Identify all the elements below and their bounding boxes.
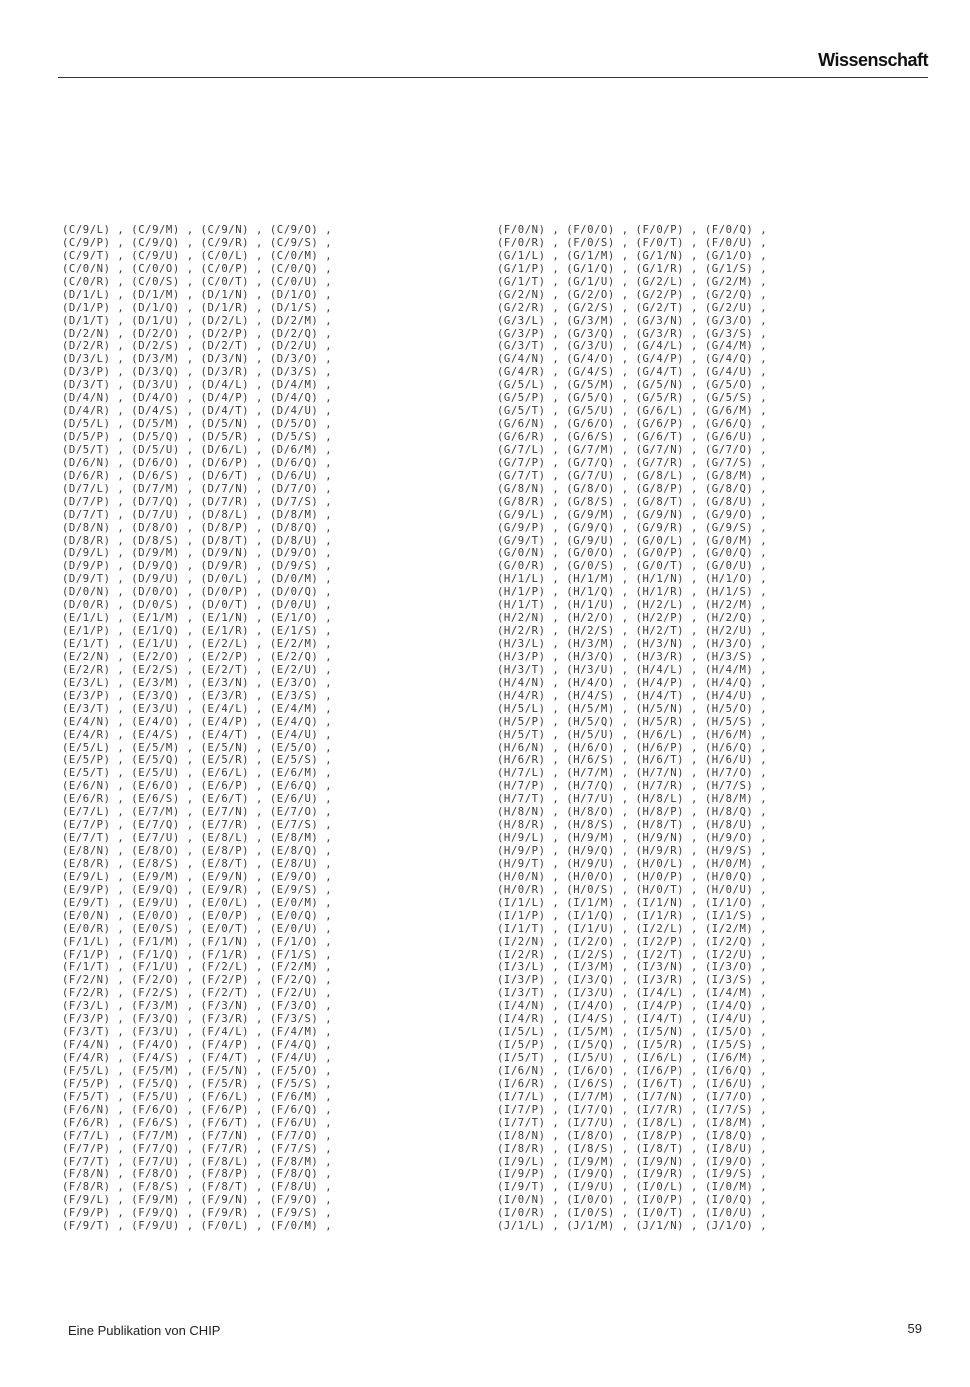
listing-line: (E/3/L) , (E/3/M) , (E/3/N) , (E/3/O) ,: [62, 676, 333, 689]
listing-line: (I/7/L) , (I/7/M) , (I/7/N) , (I/7/O) ,: [497, 1090, 768, 1103]
listing-line: (H/0/R) , (H/0/S) , (H/0/T) , (H/0/U) ,: [497, 883, 768, 896]
listing-line: (E/9/L) , (E/9/M) , (E/9/N) , (E/9/O) ,: [62, 870, 333, 883]
listing-line: (I/5/T) , (I/5/U) , (I/6/L) , (I/6/M) ,: [497, 1052, 768, 1064]
listing-line: (D/3/T) , (D/3/U) , (D/4/L) , (D/4/M) ,: [62, 379, 333, 392]
listing-line: (F/3/L) , (F/3/M) , (F/3/N) , (F/3/O) ,: [62, 1000, 333, 1013]
listing-line: (I/2/R) , (I/2/S) , (I/2/T) , (I/2/U) ,: [497, 948, 768, 961]
listing-line: (G/1/T) , (G/1/U) , (G/2/L) , (G/2/M) ,: [497, 275, 768, 288]
listing-line: (F/6/N) , (F/6/O) , (F/6/P) , (F/6/Q) ,: [62, 1103, 333, 1116]
listing-line: (D/7/L) , (D/7/M) , (D/7/N) , (D/7/O) ,: [62, 482, 333, 495]
listing-line: (J/1/L) , (J/1/M) , (J/1/N) , (J/1/O) ,: [497, 1220, 768, 1233]
listing-line: (G/8/R) , (G/8/S) , (G/8/T) , (G/8/U) ,: [497, 495, 768, 508]
listing-line: (E/9/P) , (E/9/Q) , (E/9/R) , (E/9/S) ,: [62, 883, 333, 896]
listing-line: (H/1/L) , (H/1/M) , (H/1/N) , (H/1/O) ,: [497, 573, 768, 586]
listing-line: (H/8/N) , (H/8/O) , (H/8/P) , (H/8/Q) ,: [497, 806, 768, 819]
listing-line: (G/0/N) , (G/0/O) , (G/0/P) , (G/0/Q) ,: [497, 547, 768, 560]
footer-publisher: Eine Publikation von CHIP: [68, 1323, 221, 1338]
listing-line: (I/9/P) , (I/9/Q) , (I/9/R) , (I/9/S) ,: [497, 1168, 768, 1181]
listing-line: (E/2/N) , (E/2/O) , (E/2/P) , (E/2/Q) ,: [62, 650, 333, 663]
listing-line: (D/1/T) , (D/1/U) , (D/2/L) , (D/2/M) ,: [62, 314, 333, 327]
listing-line: (I/8/N) , (I/8/O) , (I/8/P) , (I/8/Q) ,: [497, 1129, 768, 1142]
listing-line: (H/6/R) , (H/6/S) , (H/6/T) , (H/6/U) ,: [497, 754, 768, 767]
listing-line: (H/4/R) , (H/4/S) , (H/4/T) , (H/4/U) ,: [497, 689, 768, 702]
section-title: Wissenschaft: [818, 50, 928, 70]
listing-line: (F/7/T) , (F/7/U) , (F/8/L) , (F/8/M) ,: [62, 1155, 333, 1168]
listing-line: (I/3/L) , (I/3/M) , (I/3/N) , (I/3/O) ,: [497, 961, 768, 974]
listing-line: (I/5/P) , (I/5/Q) , (I/5/R) , (I/5/S) ,: [497, 1039, 768, 1052]
listing-line: (F/3/T) , (F/3/U) , (F/4/L) , (F/4/M) ,: [62, 1026, 333, 1039]
listing-line: (F/2/R) , (F/2/S) , (F/2/T) , (F/2/U) ,: [62, 987, 333, 1000]
listing-line: (H/0/N) , (H/0/O) , (H/0/P) , (H/0/Q) ,: [497, 870, 768, 883]
listing-line: (G/7/T) , (G/7/U) , (G/8/L) , (G/8/M) ,: [497, 469, 768, 482]
listing-line: (D/9/L) , (D/9/M) , (D/9/N) , (D/9/O) ,: [62, 547, 333, 560]
listing-line: (H/5/L) , (H/5/M) , (H/5/N) , (H/5/O) ,: [497, 702, 768, 715]
listing-line: (I/9/T) , (I/9/U) , (I/0/L) , (I/0/M) ,: [497, 1181, 768, 1194]
listing-line: (G/6/R) , (G/6/S) , (G/6/T) , (G/6/U) ,: [497, 431, 768, 443]
listing-line: (F/2/N) , (F/2/O) , (F/2/P) , (F/2/Q) ,: [62, 974, 333, 987]
listing-line: (C/9/P) , (C/9/Q) , (C/9/R) , (C/9/S) ,: [62, 236, 333, 249]
listing-column-left: [62, 224, 332, 1233]
listing-line: (I/5/L) , (I/5/M) , (I/5/N) , (I/5/O) ,: [497, 1026, 768, 1039]
listing-line: (F/4/R) , (F/4/S) , (F/4/T) , (F/4/U) ,: [62, 1052, 333, 1064]
listing-line: (G/7/L) , (G/7/M) , (G/7/N) , (G/7/O) ,: [497, 443, 768, 456]
listing-line: (E/0/N) , (E/0/O) , (E/0/P) , (E/0/Q) ,: [62, 909, 333, 922]
listing-line: (E/1/T) , (E/1/U) , (E/2/L) , (E/2/M) ,: [62, 638, 333, 650]
listing-line: (G/3/T) , (G/3/U) , (G/4/L) , (G/4/M) ,: [497, 340, 768, 353]
listing-column-right: [497, 224, 767, 1233]
listing-line: (I/0/R) , (I/0/S) , (I/0/T) , (I/0/U) ,: [497, 1207, 768, 1220]
listing-line: (C/9/T) , (C/9/U) , (C/0/L) , (C/0/M) ,: [62, 249, 333, 262]
listing-line: (C/9/L) , (C/9/M) , (C/9/N) , (C/9/O) ,: [62, 224, 333, 236]
listing-line: (E/5/P) , (E/5/Q) , (E/5/R) , (E/5/S) ,: [62, 754, 333, 767]
listing-line: (E/5/T) , (E/5/U) , (E/6/L) , (E/6/M) ,: [62, 767, 333, 780]
listing-line: (C/0/N) , (C/0/O) , (C/0/P) , (C/0/Q) ,: [62, 262, 333, 275]
listing-line: (D/8/N) , (D/8/O) , (D/8/P) , (D/8/Q) ,: [62, 521, 333, 534]
listing-line: (F/8/R) , (F/8/S) , (F/8/T) , (F/8/U) ,: [62, 1181, 333, 1194]
listing-line: (I/1/P) , (I/1/Q) , (I/1/R) , (I/1/S) ,: [497, 909, 768, 922]
listing-line: (F/8/N) , (F/8/O) , (F/8/P) , (F/8/Q) ,: [62, 1168, 333, 1181]
listing-line: (D/9/T) , (D/9/U) , (D/0/L) , (D/0/M) ,: [62, 573, 333, 586]
listing-line: (H/1/T) , (H/1/U) , (H/2/L) , (H/2/M) ,: [497, 599, 768, 612]
listing-line: (I/8/R) , (I/8/S) , (I/8/T) , (I/8/U) ,: [497, 1142, 768, 1155]
listing-line: (H/7/P) , (H/7/Q) , (H/7/R) , (H/7/S) ,: [497, 780, 768, 793]
listing-line: (I/6/R) , (I/6/S) , (I/6/T) , (I/6/U) ,: [497, 1077, 768, 1090]
listing-line: (H/3/T) , (H/3/U) , (H/4/L) , (H/4/M) ,: [497, 663, 768, 676]
listing-line: (D/5/T) , (D/5/U) , (D/6/L) , (D/6/M) ,: [62, 443, 333, 456]
listing-line: (E/0/R) , (E/0/S) , (E/0/T) , (E/0/U) ,: [62, 922, 333, 935]
listing-line: (F/5/L) , (F/5/M) , (F/5/N) , (F/5/O) ,: [62, 1064, 333, 1077]
listing-line: (H/1/P) , (H/1/Q) , (H/1/R) , (H/1/S) ,: [497, 586, 768, 599]
listing-line: (G/9/L) , (G/9/M) , (G/9/N) , (G/9/O) ,: [497, 508, 768, 521]
listing-line: (E/3/P) , (E/3/Q) , (E/3/R) , (E/3/S) ,: [62, 689, 333, 702]
listing-line: (G/9/T) , (G/9/U) , (G/0/L) , (G/0/M) ,: [497, 534, 768, 547]
listing-line: (H/3/L) , (H/3/M) , (H/3/N) , (H/3/O) ,: [497, 638, 768, 650]
listing-line: (D/0/N) , (D/0/O) , (D/0/P) , (D/0/Q) ,: [62, 586, 333, 599]
listing-line: (F/7/L) , (F/7/M) , (F/7/N) , (F/7/O) ,: [62, 1129, 333, 1142]
listing-line: (I/1/T) , (I/1/U) , (I/2/L) , (I/2/M) ,: [497, 922, 768, 935]
listing-line: (E/2/R) , (E/2/S) , (E/2/T) , (E/2/U) ,: [62, 663, 333, 676]
listing-line: (E/4/R) , (E/4/S) , (E/4/T) , (E/4/U) ,: [62, 728, 333, 741]
listing-line: (H/7/T) , (H/7/U) , (H/8/L) , (H/8/M) ,: [497, 793, 768, 806]
listing-line: (E/5/L) , (E/5/M) , (E/5/N) , (E/5/O) ,: [62, 741, 333, 754]
listing-line: (I/9/L) , (I/9/M) , (I/9/N) , (I/9/O) ,: [497, 1155, 768, 1168]
listing-line: (F/7/P) , (F/7/Q) , (F/7/R) , (F/7/S) ,: [62, 1142, 333, 1155]
listing-line: (E/9/T) , (E/9/U) , (E/0/L) , (E/0/M) ,: [62, 896, 333, 909]
listing-line: (I/4/N) , (I/4/O) , (I/4/P) , (I/4/Q) ,: [497, 1000, 768, 1013]
listing-line: (F/9/L) , (F/9/M) , (F/9/N) , (F/9/O) ,: [62, 1194, 333, 1207]
listing-line: (H/8/R) , (H/8/S) , (H/8/T) , (H/8/U) ,: [497, 819, 768, 832]
listing-line: (D/6/R) , (D/6/S) , (D/6/T) , (D/6/U) ,: [62, 469, 333, 482]
listing-line: (D/6/N) , (D/6/O) , (D/6/P) , (D/6/Q) ,: [62, 456, 333, 469]
listing-line: (E/7/T) , (E/7/U) , (E/8/L) , (E/8/M) ,: [62, 832, 333, 845]
listing-line: (D/3/P) , (D/3/Q) , (D/3/R) , (D/3/S) ,: [62, 366, 333, 379]
listing-line: (G/6/N) , (G/6/O) , (G/6/P) , (G/6/Q) ,: [497, 418, 768, 431]
listing-line: (D/3/L) , (D/3/M) , (D/3/N) , (D/3/O) ,: [62, 353, 333, 366]
listing-line: (F/5/T) , (F/5/U) , (F/6/L) , (F/6/M) ,: [62, 1090, 333, 1103]
listing-line: (F/0/R) , (F/0/S) , (F/0/T) , (F/0/U) ,: [497, 236, 768, 249]
listing-line: (F/9/T) , (F/9/U) , (F/0/L) , (F/0/M) ,: [62, 1220, 333, 1233]
listing-line: (I/4/R) , (I/4/S) , (I/4/T) , (I/4/U) ,: [497, 1013, 768, 1026]
listing-line: (H/9/T) , (H/9/U) , (H/0/L) , (H/0/M) ,: [497, 857, 768, 870]
listing-line: (H/5/T) , (H/5/U) , (H/6/L) , (H/6/M) ,: [497, 728, 768, 741]
listing-line: (D/9/P) , (D/9/Q) , (D/9/R) , (D/9/S) ,: [62, 560, 333, 573]
listing-line: (G/4/R) , (G/4/S) , (G/4/T) , (G/4/U) ,: [497, 366, 768, 379]
listing-line: (H/3/P) , (H/3/Q) , (H/3/R) , (H/3/S) ,: [497, 650, 768, 663]
listing-line: (D/5/L) , (D/5/M) , (D/5/N) , (D/5/O) ,: [62, 418, 333, 431]
listing-line: (G/4/N) , (G/4/O) , (G/4/P) , (G/4/Q) ,: [497, 353, 768, 366]
listing-line: (F/1/P) , (F/1/Q) , (F/1/R) , (F/1/S) ,: [62, 948, 333, 961]
listing-line: (F/5/P) , (F/5/Q) , (F/5/R) , (F/5/S) ,: [62, 1077, 333, 1090]
listing-line: (I/7/T) , (I/7/U) , (I/8/L) , (I/8/M) ,: [497, 1116, 768, 1129]
listing-line: (H/4/N) , (H/4/O) , (H/4/P) , (H/4/Q) ,: [497, 676, 768, 689]
listing-line: (H/2/R) , (H/2/S) , (H/2/T) , (H/2/U) ,: [497, 625, 768, 638]
listing-line: (G/2/N) , (G/2/O) , (G/2/P) , (G/2/Q) ,: [497, 288, 768, 301]
header-rule: [58, 77, 928, 78]
listing-line: (D/7/P) , (D/7/Q) , (D/7/R) , (D/7/S) ,: [62, 495, 333, 508]
listing-line: (E/8/N) , (E/8/O) , (E/8/P) , (E/8/Q) ,: [62, 845, 333, 857]
listing-line: (G/3/P) , (G/3/Q) , (G/3/R) , (G/3/S) ,: [497, 327, 768, 340]
listing-line: (E/6/N) , (E/6/O) , (E/6/P) , (E/6/Q) ,: [62, 780, 333, 793]
listing-line: (E/4/N) , (E/4/O) , (E/4/P) , (E/4/Q) ,: [62, 715, 333, 728]
listing-line: (I/7/P) , (I/7/Q) , (I/7/R) , (I/7/S) ,: [497, 1103, 768, 1116]
listing-line: (F/9/P) , (F/9/Q) , (F/9/R) , (F/9/S) ,: [62, 1207, 333, 1220]
listing-line: (D/2/R) , (D/2/S) , (D/2/T) , (D/2/U) ,: [62, 340, 333, 353]
listing-line: (G/2/R) , (G/2/S) , (G/2/T) , (G/2/U) ,: [497, 301, 768, 314]
listing-line: (I/6/N) , (I/6/O) , (I/6/P) , (I/6/Q) ,: [497, 1064, 768, 1077]
listing-line: (I/1/L) , (I/1/M) , (I/1/N) , (I/1/O) ,: [497, 896, 768, 909]
listing-line: (G/9/P) , (G/9/Q) , (G/9/R) , (G/9/S) ,: [497, 521, 768, 534]
listing-line: (D/7/T) , (D/7/U) , (D/8/L) , (D/8/M) ,: [62, 508, 333, 521]
listing-line: (E/7/P) , (E/7/Q) , (E/7/R) , (E/7/S) ,: [62, 819, 333, 832]
listing-line: (F/6/R) , (F/6/S) , (F/6/T) , (F/6/U) ,: [62, 1116, 333, 1129]
listing-line: (H/6/N) , (H/6/O) , (H/6/P) , (H/6/Q) ,: [497, 741, 768, 754]
listing-line: (G/5/T) , (G/5/U) , (G/6/L) , (G/6/M) ,: [497, 405, 768, 418]
listing-line: (F/1/T) , (F/1/U) , (F/2/L) , (F/2/M) ,: [62, 961, 333, 974]
listing-line: (G/0/R) , (G/0/S) , (G/0/T) , (G/0/U) ,: [497, 560, 768, 573]
listing-line: (I/0/N) , (I/0/O) , (I/0/P) , (I/0/Q) ,: [497, 1194, 768, 1207]
listing-line: (E/1/L) , (E/1/M) , (E/1/N) , (E/1/O) ,: [62, 612, 333, 625]
listing-line: (H/9/P) , (H/9/Q) , (H/9/R) , (H/9/S) ,: [497, 845, 768, 857]
listing-line: (F/4/N) , (F/4/O) , (F/4/P) , (F/4/Q) ,: [62, 1039, 333, 1052]
listing-line: (D/4/N) , (D/4/O) , (D/4/P) , (D/4/Q) ,: [62, 392, 333, 405]
listing-line: (D/1/P) , (D/1/Q) , (D/1/R) , (D/1/S) ,: [62, 301, 333, 314]
listing-line: (D/8/R) , (D/8/S) , (D/8/T) , (D/8/U) ,: [62, 534, 333, 547]
listing-line: (D/4/R) , (D/4/S) , (D/4/T) , (D/4/U) ,: [62, 405, 333, 418]
listing-line: (I/2/N) , (I/2/O) , (I/2/P) , (I/2/Q) ,: [497, 935, 768, 948]
listing-line: (D/0/R) , (D/0/S) , (D/0/T) , (D/0/U) ,: [62, 599, 333, 612]
listing-line: (H/9/L) , (H/9/M) , (H/9/N) , (H/9/O) ,: [497, 832, 768, 845]
listing-line: (E/7/L) , (E/7/M) , (E/7/N) , (E/7/O) ,: [62, 806, 333, 819]
listing-line: (I/3/P) , (I/3/Q) , (I/3/R) , (I/3/S) ,: [497, 974, 768, 987]
listing-line: (F/1/L) , (F/1/M) , (F/1/N) , (F/1/O) ,: [62, 935, 333, 948]
listing-line: (E/3/T) , (E/3/U) , (E/4/L) , (E/4/M) ,: [62, 702, 333, 715]
listing-line: (G/5/L) , (G/5/M) , (G/5/N) , (G/5/O) ,: [497, 379, 768, 392]
listing-line: (D/1/L) , (D/1/M) , (D/1/N) , (D/1/O) ,: [62, 288, 333, 301]
listing-line: (F/3/P) , (F/3/Q) , (F/3/R) , (F/3/S) ,: [62, 1013, 333, 1026]
listing-line: (H/2/N) , (H/2/O) , (H/2/P) , (H/2/Q) ,: [497, 612, 768, 625]
listing-line: (I/3/T) , (I/3/U) , (I/4/L) , (I/4/M) ,: [497, 987, 768, 1000]
listing-line: (D/5/P) , (D/5/Q) , (D/5/R) , (D/5/S) ,: [62, 431, 333, 443]
listing-line: (G/7/P) , (G/7/Q) , (G/7/R) , (G/7/S) ,: [497, 456, 768, 469]
listing-line: (E/6/R) , (E/6/S) , (E/6/T) , (E/6/U) ,: [62, 793, 333, 806]
listing-line: (H/7/L) , (H/7/M) , (H/7/N) , (H/7/O) ,: [497, 767, 768, 780]
listing-line: (G/3/L) , (G/3/M) , (G/3/N) , (G/3/O) ,: [497, 314, 768, 327]
listing-line: (G/8/N) , (G/8/O) , (G/8/P) , (G/8/Q) ,: [497, 482, 768, 495]
listing-line: (E/8/R) , (E/8/S) , (E/8/T) , (E/8/U) ,: [62, 857, 333, 870]
listing-line: (G/1/L) , (G/1/M) , (G/1/N) , (G/1/O) ,: [497, 249, 768, 262]
listing-line: (E/1/P) , (E/1/Q) , (E/1/R) , (E/1/S) ,: [62, 625, 333, 638]
listing-line: (C/0/R) , (C/0/S) , (C/0/T) , (C/0/U) ,: [62, 275, 333, 288]
listing-line: (G/1/P) , (G/1/Q) , (G/1/R) , (G/1/S) ,: [497, 262, 768, 275]
listing-line: (H/5/P) , (H/5/Q) , (H/5/R) , (H/5/S) ,: [497, 715, 768, 728]
page-number: 59: [907, 1321, 922, 1336]
listing-line: (G/5/P) , (G/5/Q) , (G/5/R) , (G/5/S) ,: [497, 392, 768, 405]
listing-line: (D/2/N) , (D/2/O) , (D/2/P) , (D/2/Q) ,: [62, 327, 333, 340]
listing-line: (F/0/N) , (F/0/O) , (F/0/P) , (F/0/Q) ,: [497, 224, 768, 236]
